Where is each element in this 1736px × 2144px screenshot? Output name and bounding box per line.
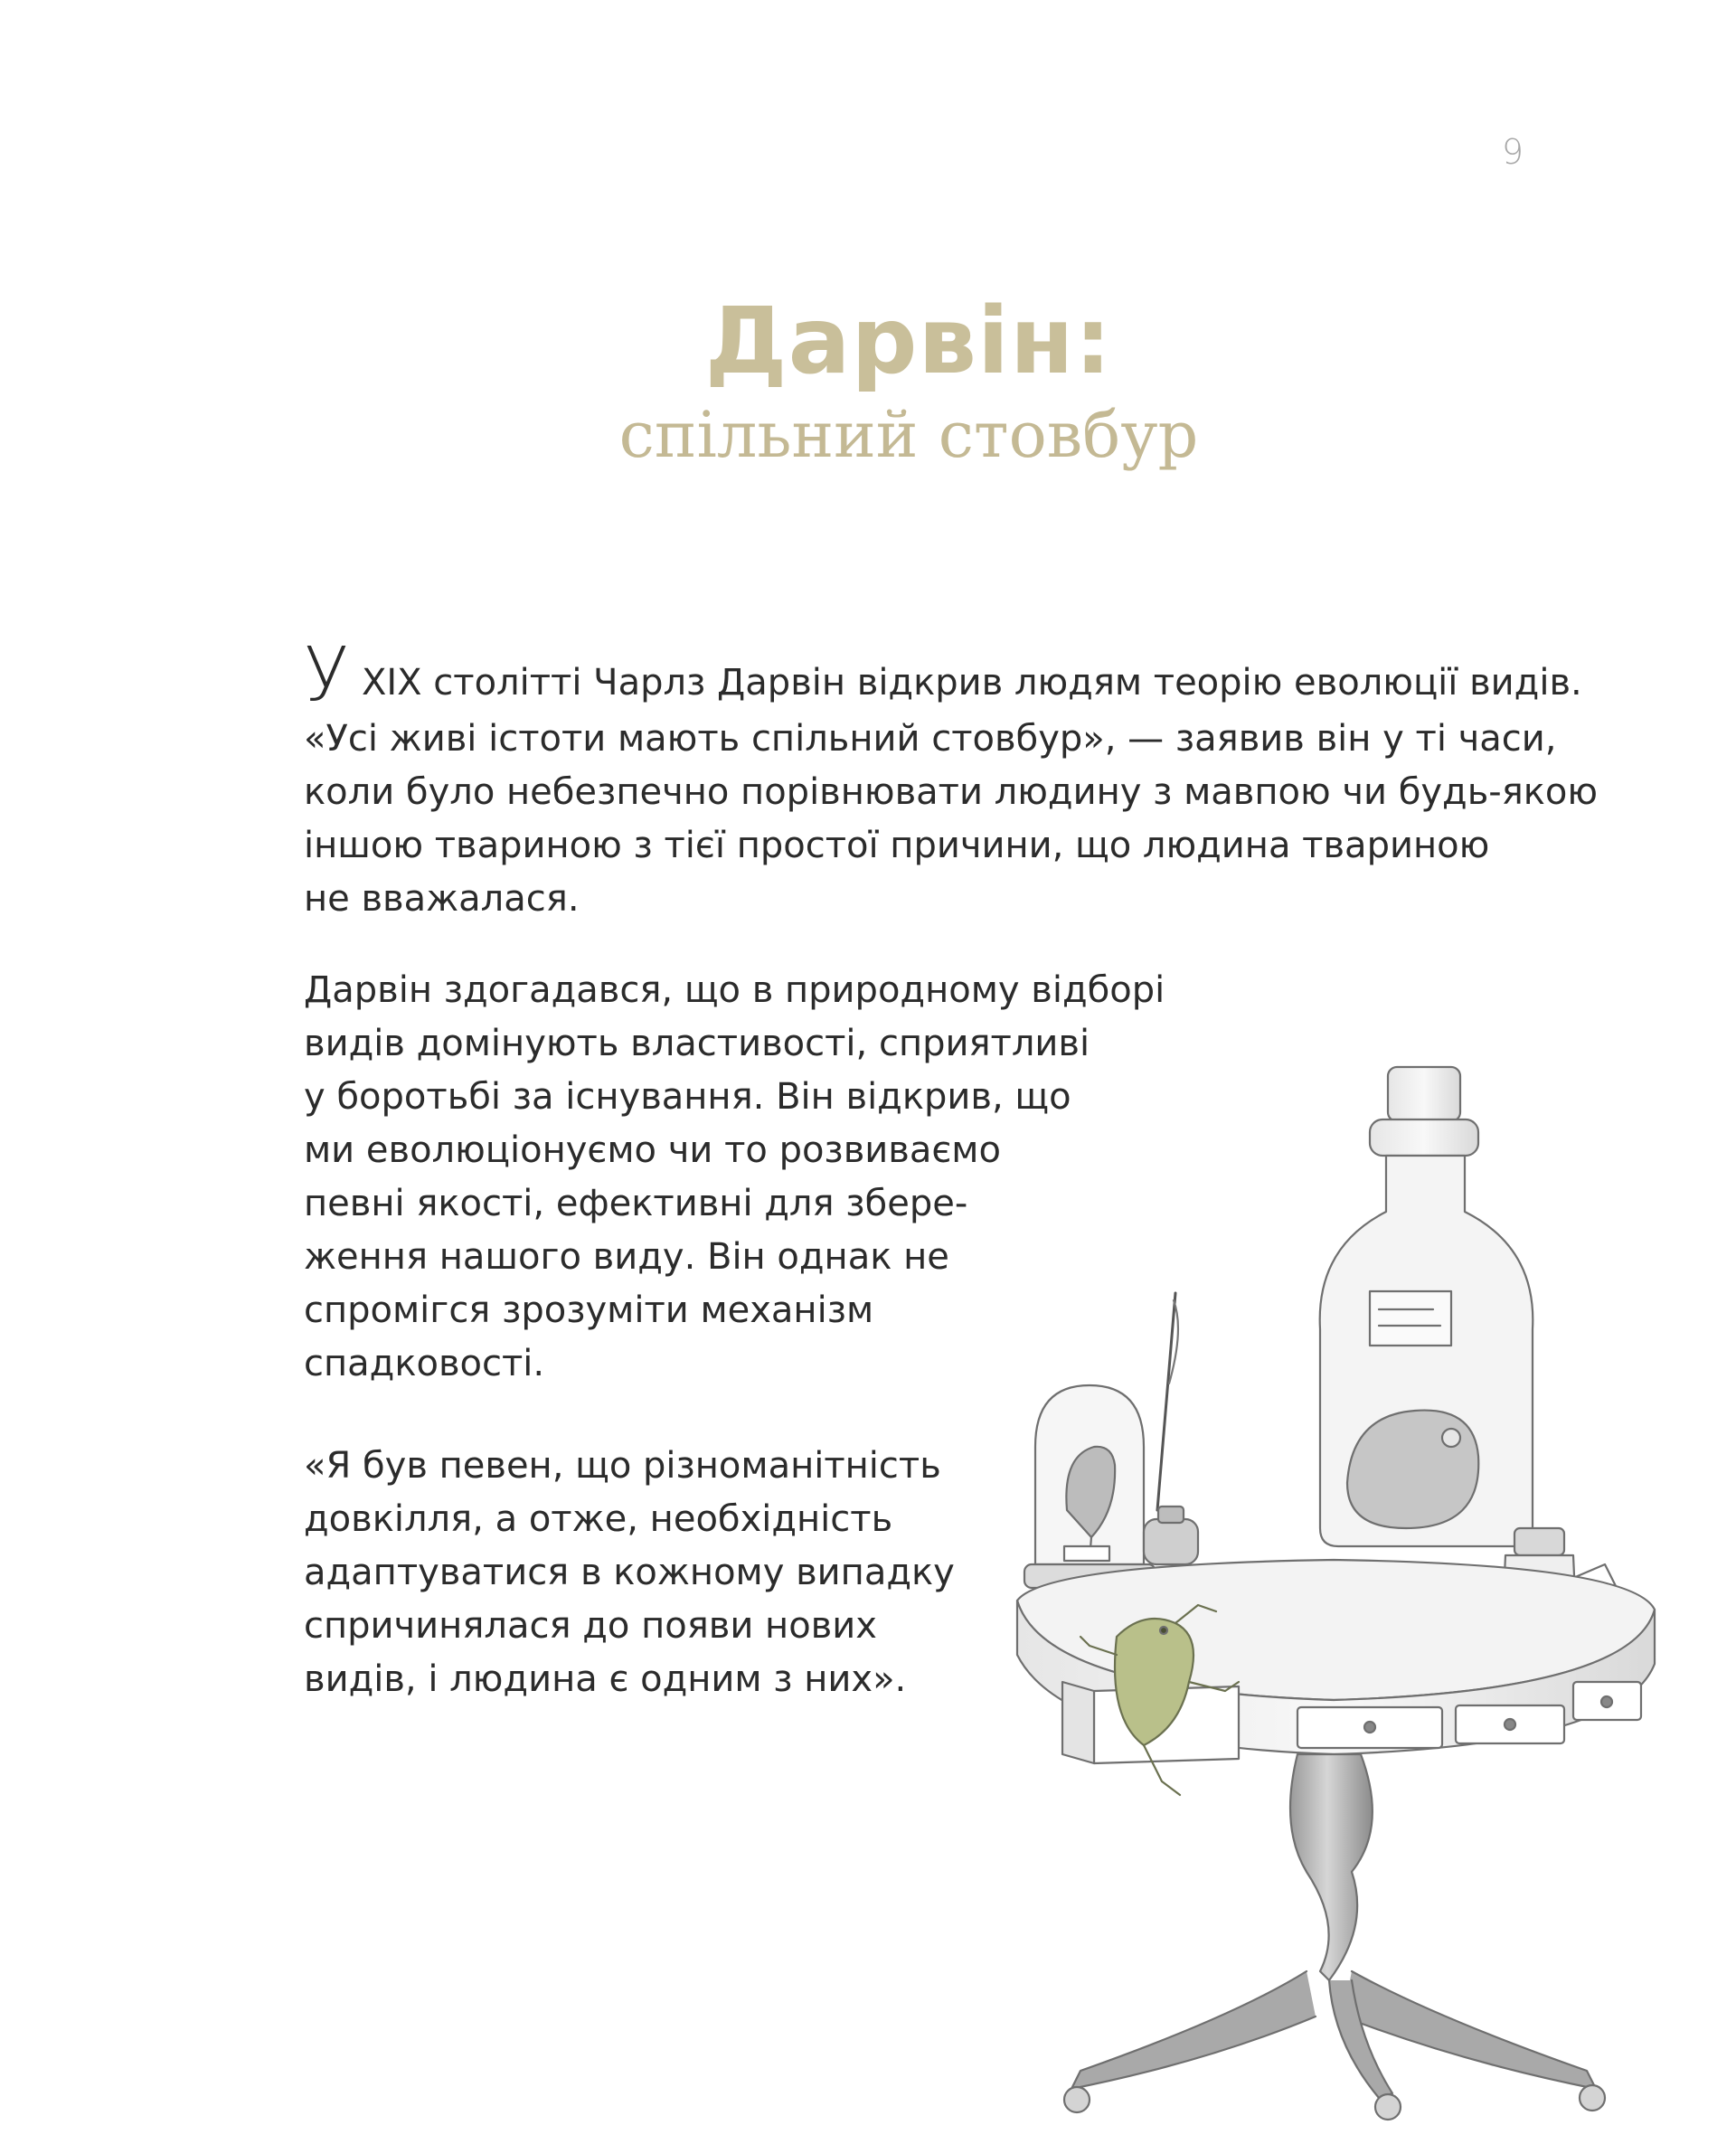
page-number: 9	[1501, 132, 1524, 172]
text-line: видів домінують властивості, сприятливі	[304, 1023, 1090, 1064]
text-line: не вважалася.	[304, 878, 580, 920]
text-line: певні якості, ефективні для збере-	[304, 1183, 968, 1224]
text-line-content: XIX столітті Чарлз Дарвін відкрив людям теорію еволюції видів.	[361, 662, 1582, 704]
specimen-bottle	[1320, 1067, 1533, 1546]
text-line: адаптуватися в кожному випадку	[304, 1552, 955, 1593]
text-line	[304, 632, 1582, 718]
paragraph-natural-selection	[304, 964, 1165, 1391]
round-table	[1017, 1560, 1655, 2120]
text-line: довкілля, а отже, необхідність	[304, 1498, 893, 1540]
chapter-subtitle: спільний стовбур	[618, 398, 1199, 473]
text-line: коли було небезпечно порівнювати людину з мавпою чи будь-якою	[304, 771, 1599, 813]
text-line: «Я був певен, що різноманітність	[304, 1445, 941, 1487]
text-line: Дарвін здогадався, що в природному відборі	[304, 969, 1165, 1011]
paragraph-intro	[304, 632, 1599, 926]
chapter-heading	[0, 288, 1736, 476]
inkpot-quill	[1144, 1293, 1198, 1564]
text-line: ми еволюціонуємо чи то розвиваємо	[304, 1129, 1001, 1171]
paragraph-quote	[304, 1440, 991, 1706]
chapter-title: Дарвін:	[704, 288, 1113, 395]
text-line: іншою твариною з тієї простої причини, що людина твариною	[304, 825, 1490, 866]
text-line: спадковості.	[304, 1343, 545, 1384]
text-line: спричинялася до появи нових	[304, 1605, 877, 1647]
text-line: спромігся зрозуміти механізм	[304, 1289, 874, 1331]
text-line: ження нашого виду. Він однак не	[304, 1236, 949, 1278]
table-specimens-illustration	[1008, 1058, 1659, 2125]
drop-cap: У	[304, 632, 349, 718]
text-line: «Усі живі істоти мають спільний стовбур», — заявив він у ті часи,	[304, 718, 1557, 760]
bell-jar	[1024, 1385, 1156, 1588]
text-line: видів, і людина є одним з них».	[304, 1658, 907, 1700]
text-line: у боротьбі за існування. Він відкрив, що	[304, 1076, 1071, 1118]
